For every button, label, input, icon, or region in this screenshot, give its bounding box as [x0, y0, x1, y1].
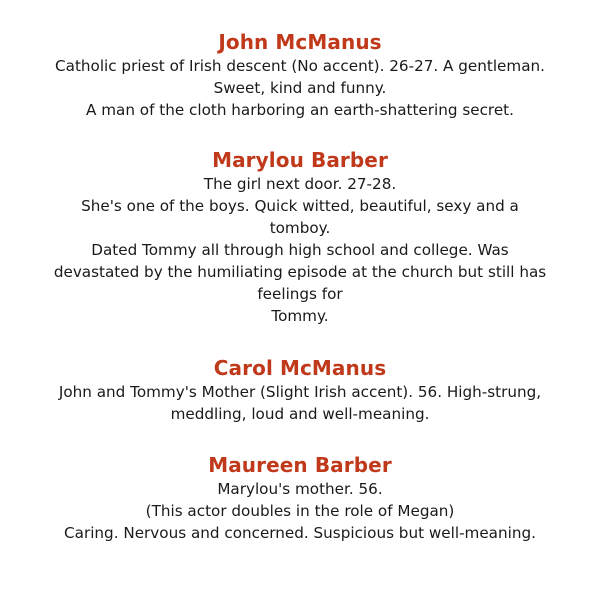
character-description-line: Catholic priest of Irish descent (No accent). 26-27. A gentleman. [55, 57, 545, 75]
character-description-line: Caring. Nervous and concerned. Suspicious but well-meaning. [64, 524, 536, 542]
character-entry-marylou-barber [30, 147, 570, 327]
character-description-line: A man of the cloth harboring an earth-shattering secret. [86, 101, 514, 119]
character-description-line: Dated Tommy all through high school and college. Was [91, 241, 509, 259]
character-name: John McManus [218, 30, 382, 54]
character-description-line: John and Tommy's Mother (Slight Irish accent). 56. High-strung, [58, 383, 542, 401]
character-description-line: Tommy. [271, 307, 329, 325]
character-description-line: She's one of the boys. Quick witted, beautiful, sexy and a [81, 197, 519, 215]
character-description-line: (This actor doubles in the role of Megan) [145, 502, 455, 520]
character-description-line: feelings for [257, 285, 343, 303]
character-description-line: meddling, loud and well-meaning. [170, 405, 430, 423]
character-entry-john-mcmanus [30, 29, 570, 121]
character-description-line: The girl next door. 27-28. [203, 175, 397, 193]
character-name: Maureen Barber [208, 453, 392, 477]
character-entry-maureen-barber [30, 452, 570, 544]
character-description-line: tomboy. [269, 219, 331, 237]
character-description-line: Sweet, kind and funny. [213, 79, 387, 97]
character-description-line: Marylou's mother. 56. [217, 480, 383, 498]
character-description-line: devastated by the humiliating episode at the church but still has [53, 263, 547, 281]
character-name: Marylou Barber [212, 148, 388, 172]
character-entry-carol-mcmanus [30, 355, 570, 425]
character-name: Carol McManus [213, 356, 387, 380]
